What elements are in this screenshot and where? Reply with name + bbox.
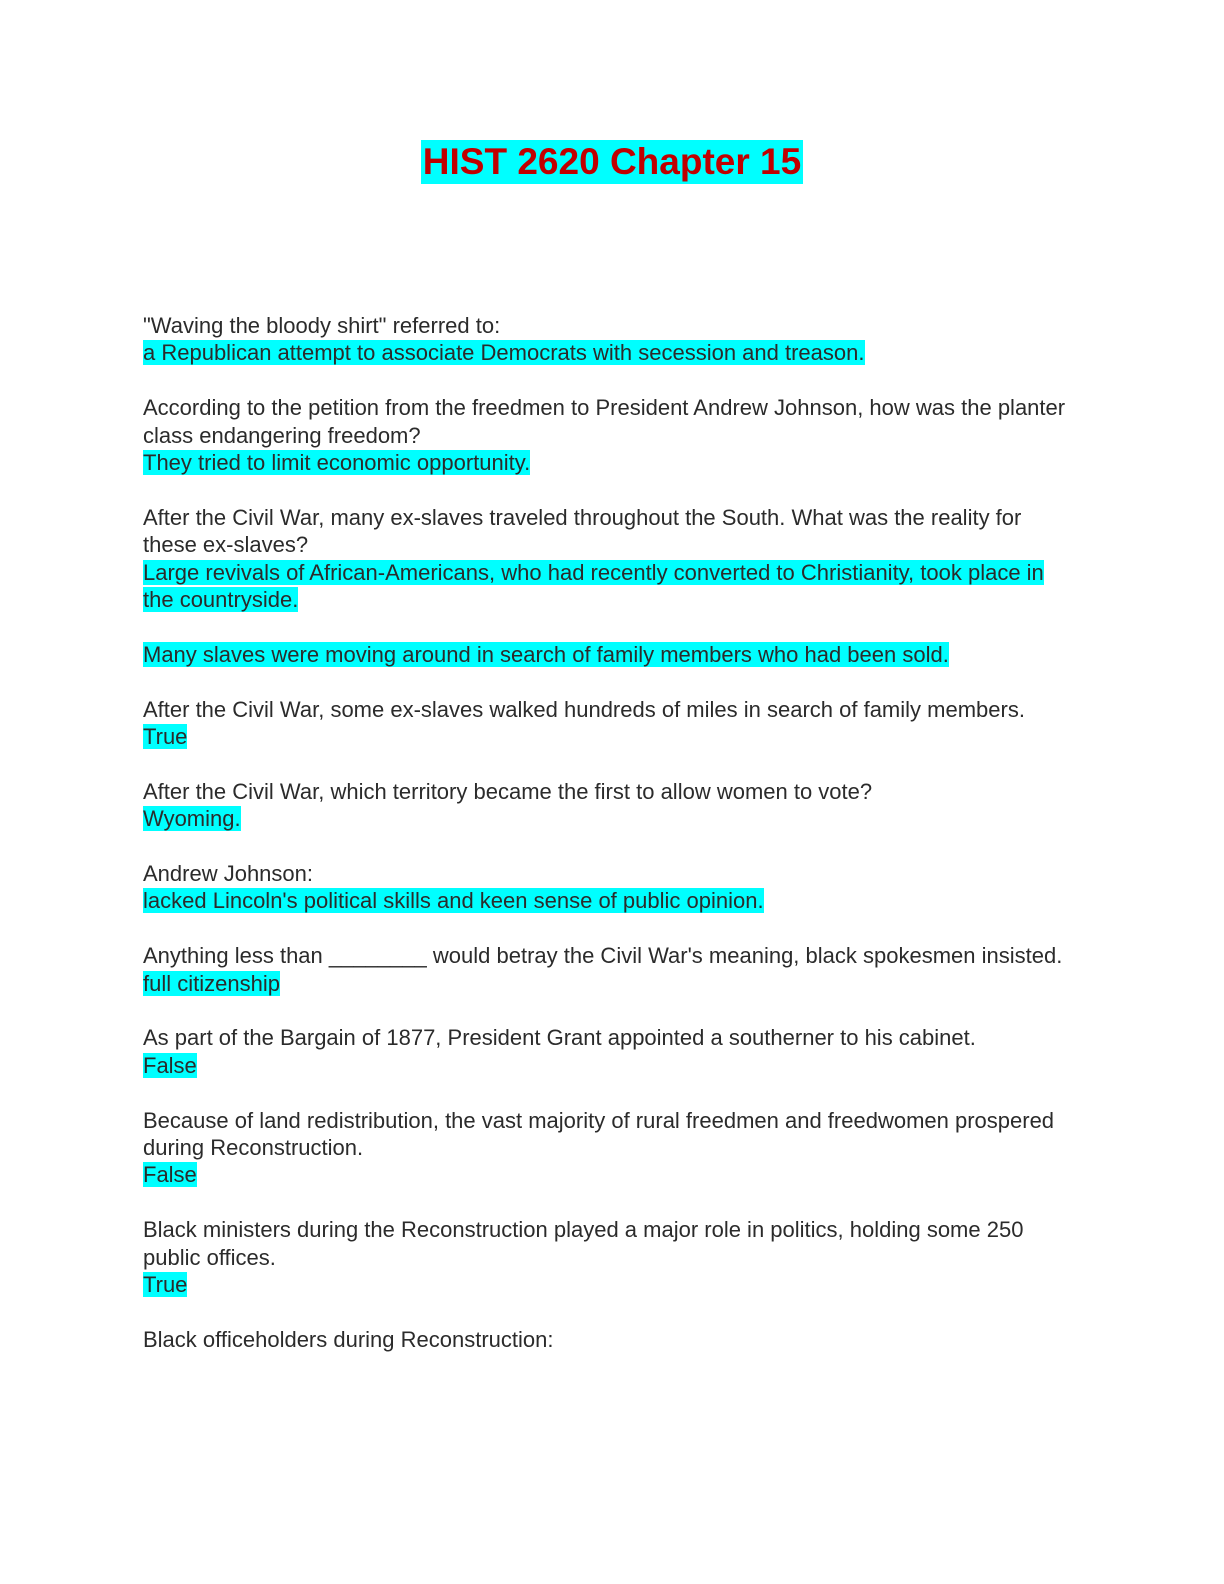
qa-item bbox=[143, 860, 1078, 915]
qa-item bbox=[143, 778, 1078, 833]
title-container bbox=[0, 140, 1224, 184]
qa-item bbox=[143, 504, 1078, 614]
qa-list bbox=[143, 312, 1078, 1353]
qa-item bbox=[143, 1326, 1078, 1353]
question: As part of the Bargain of 1877, President Grant appointed a southerner to his cabinet. bbox=[143, 1025, 976, 1051]
question: "Waving the bloody shirt" referred to: bbox=[143, 313, 501, 338]
question: Black ministers during the Reconstruction played a major role in politics, holding some 250 public offices. bbox=[143, 1217, 1024, 1270]
answer: They tried to limit economic opportunity. bbox=[143, 450, 531, 476]
answer: Wyoming. bbox=[143, 806, 241, 832]
qa-item bbox=[143, 1107, 1078, 1189]
qa-item bbox=[143, 312, 1078, 367]
answer: lacked Lincoln's political skills and keen sense of public opinion. bbox=[143, 888, 764, 914]
answer: False bbox=[143, 1052, 197, 1078]
qa-item bbox=[143, 394, 1078, 476]
answer: False bbox=[143, 1162, 197, 1188]
question: Andrew Johnson: bbox=[143, 861, 313, 887]
question: After the Civil War, which territory became the first to allow women to vote? bbox=[143, 778, 873, 804]
answer: Many slaves were moving around in search of family members who had been sold. bbox=[143, 641, 949, 667]
qa-item bbox=[143, 1024, 1078, 1079]
question: Anything less than ________ would betray the Civil War's meaning, black spokesmen insisted. bbox=[143, 943, 1063, 969]
answer: full citizenship bbox=[143, 970, 280, 996]
qa-item bbox=[143, 1216, 1078, 1298]
answer: True bbox=[143, 1272, 188, 1298]
answer: True bbox=[143, 724, 188, 750]
answer: a Republican attempt to associate Democrats with secession and treason. bbox=[143, 340, 865, 366]
document-title: HIST 2620 Chapter 15 bbox=[422, 141, 802, 182]
answer: Large revivals of African-Americans, who had recently converted to Christianity, took place in the countryside. bbox=[143, 559, 1044, 613]
question: After the Civil War, some ex-slaves walked hundreds of miles in search of family members. bbox=[143, 696, 1025, 722]
qa-item bbox=[143, 641, 1078, 668]
question: According to the petition from the freedmen to President Andrew Johnson, how was the planter class endangering freedom? bbox=[143, 395, 1066, 448]
qa-item bbox=[143, 696, 1078, 751]
question: Black officeholders during Reconstruction: bbox=[143, 1326, 554, 1352]
question: After the Civil War, many ex-slaves traveled throughout the South. What was the reality for these ex-slaves? bbox=[143, 504, 1022, 558]
question: Because of land redistribution, the vast majority of rural freedmen and freedwomen prospered during Reconstruction. bbox=[143, 1107, 1055, 1161]
qa-item bbox=[143, 942, 1078, 997]
